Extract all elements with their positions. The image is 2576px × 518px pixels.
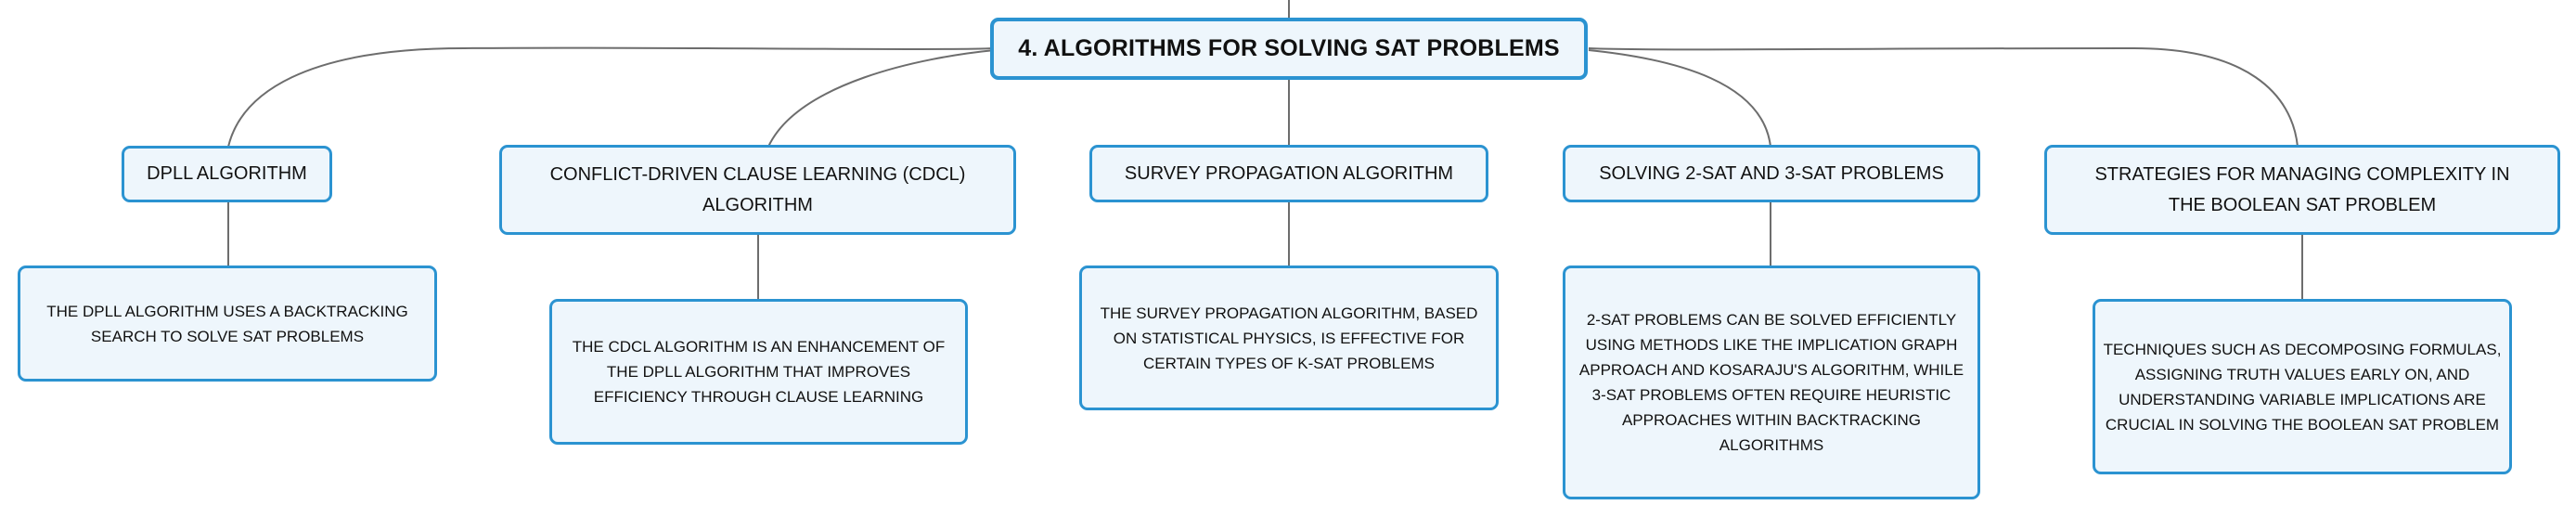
detail-dpll-text: THE DPLL ALGORITHM USES A BACKTRACKING SEARCH TO SOLVE SAT PROBLEMS (46, 302, 408, 345)
topic-cdcl-label: CONFLICT-DRIVEN CLAUSE LEARNING (CDCL) ALGORITHM (549, 163, 966, 215)
detail-2sat-3sat[interactable] (1563, 265, 1980, 499)
root-topic-label: 4. ALGORITHMS FOR SOLVING SAT PROBLEMS (1018, 35, 1560, 61)
topic-cdcl[interactable] (499, 145, 1016, 235)
topic-survey-propagation-label: SURVEY PROPAGATION ALGORITHM (1124, 162, 1454, 184)
detail-managing-complexity[interactable] (2093, 299, 2512, 474)
topic-managing-complexity[interactable] (2044, 145, 2560, 235)
detail-dpll[interactable] (18, 265, 437, 382)
detail-managing-complexity-text: TECHNIQUES SUCH AS DECOMPOSING FORMULAS, ASSIGNING TRUTH VALUES EARLY ON, AND UNDERSTANDING VARIABLE IMPLICATIONS ARE CRUCIAL IN SOLVING THE BOOLEAN SAT PROBLEM (2103, 340, 2502, 434)
root-topic[interactable] (990, 18, 1588, 80)
topic-2sat-3sat[interactable] (1563, 145, 1980, 202)
topic-2sat-3sat-label: SOLVING 2-SAT AND 3-SAT PROBLEMS (1599, 162, 1944, 184)
detail-cdcl[interactable] (549, 299, 968, 445)
connector-root-complexity (1589, 48, 2298, 147)
detail-2sat-3sat-text: 2-SAT PROBLEMS CAN BE SOLVED EFFICIENTLY USING METHODS LIKE THE IMPLICATION GRAPH APPROACH AND KOSARAJU'S ALGORITHM, WHILE 3-SAT PROBLEMS OFTEN REQUIRE HEURISTIC APPROACHES WITHIN BACKTRACKING ALGORITHMS (1578, 311, 1964, 454)
connector-root-sat23 (1589, 50, 1771, 147)
topic-dpll-label: DPLL ALGORITHM (147, 163, 307, 184)
connector-root-dpll (228, 48, 995, 147)
topic-survey-propagation[interactable] (1089, 145, 1488, 202)
detail-survey-propagation[interactable] (1079, 265, 1499, 410)
topic-managing-complexity-label: STRATEGIES FOR MANAGING COMPLEXITY IN THE BOOLEAN SAT PROBLEM (2094, 163, 2510, 215)
connector-root-cdcl (768, 50, 995, 147)
detail-cdcl-text: THE CDCL ALGORITHM IS AN ENHANCEMENT OF THE DPLL ALGORITHM THAT IMPROVES EFFICIENCY THROUGH CLAUSE LEARNING (572, 338, 946, 406)
detail-survey-propagation-text: THE SURVEY PROPAGATION ALGORITHM, BASED ON STATISTICAL PHYSICS, IS EFFECTIVE FOR CERTAIN TYPES OF K-SAT PROBLEMS (1100, 304, 1478, 372)
topic-dpll[interactable] (122, 146, 332, 202)
